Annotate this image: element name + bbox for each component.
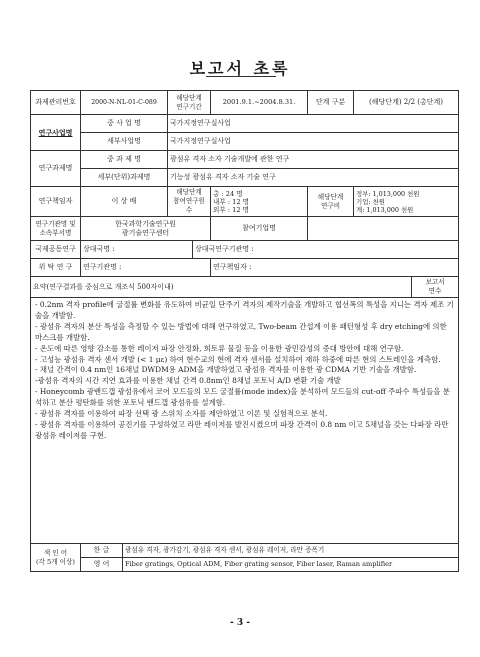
keywords-en: Fiber gratings, Optical ADM, Fiber grating sensor, Fiber laser, Raman amplifier — [123, 558, 459, 572]
intl-inst: 상대국연구기관명 : — [193, 241, 459, 259]
mgmt-number-label: 과제관리번호 — [31, 91, 81, 115]
task-sub-label: 세부(단위)과제명 — [81, 169, 168, 187]
consign-lead: 연구책임자 : — [211, 259, 459, 277]
row-keywords-ko — [31, 544, 459, 558]
row-keywords-en — [31, 558, 459, 572]
page-number: - 3 - — [230, 618, 250, 628]
summary-item: - 온도에 따른 영향 감소를 통한 레이저 파장 안정화, 희토류 물질 등을 이용한 광민감성의 증대 방안에 대해 연구함. — [35, 343, 404, 353]
project-sub-value: 국가지정연구실사업 — [168, 133, 459, 151]
keywords-label: 색 인 어 (각 5개 이상) — [31, 544, 81, 572]
stage-label: 단계 구분 — [308, 91, 354, 115]
consign-label: 위 탁 연 구 — [31, 259, 81, 277]
inst-name: 한국과학기술연구원 광기술연구센터 — [81, 217, 211, 241]
period-label: 해당단계 연구기간 — [168, 91, 211, 115]
task-mid-value: 광섬유 격자 소자 기술개발에 관한 연구 — [168, 151, 459, 169]
row-task-mid — [31, 151, 459, 169]
summary-item: - Honeycomb 광밴드갭 광섬유에서 코어 모드들의 모드 굴절률(mode index)을 분석하여 모드들의 cut-off 주파수 특성들을 분석하고 분산 평탄화를 위한 포토닉 밴드갭 광섬유를 설계함. — [35, 387, 450, 408]
cost-value: 정부: 1,013,000 천원 기업: 천원 계: 1,013,000 천원 — [354, 187, 459, 217]
row-consign — [31, 259, 459, 277]
summary-item: - 광섬유 격자의 분산 특성을 측정할 수 있는 방법에 대해 연구하였고, Two-beam 간섭계 이용 패턴형성 후 dry etching에 의한 마스크를 개발함. — [35, 321, 447, 342]
cost-label: 해당단계 연구비 — [308, 187, 354, 217]
title-underline — [206, 76, 276, 77]
project-label: 연구사업명 — [31, 115, 81, 151]
period-value: 2001.9.1.~2004.8.31. — [211, 91, 308, 115]
row-project-sub — [31, 133, 459, 151]
row-summary-header — [31, 277, 459, 298]
summary-item: - 채널 간격이 0.4 nm인 16채널 DWDM용 ADM을 개발하였고 광섬유 격자를 이용한 광 CDMA 기반 기술을 개발함. — [35, 365, 417, 375]
staff-value: 총 : 24 명 내부 : 12 명 외부 : 12 명 — [211, 187, 308, 217]
task-mid-label: 중 과 제 명 — [81, 151, 168, 169]
task-sub-value: 기능성 광섬유 격자 소자 기술 연구 — [168, 169, 459, 187]
row-project-mid — [31, 115, 459, 133]
task-label: 연구과제명 — [31, 151, 81, 187]
mgmt-number-value: 2000-N-NL-01-C-089 — [81, 91, 168, 115]
project-mid-label: 중 사 업 명 — [81, 115, 168, 133]
consign-inst: 연구기관명 : — [81, 259, 211, 277]
summary-body — [31, 298, 459, 544]
partner-label: 참여기업명 — [211, 217, 308, 241]
summary-item: - 고성능 광섬유 격자 센서 개발 (< 1 με) 하여 현수교의 현에 격자 센서를 설치하여 재하 하중에 따른 현의 스트레인을 계측함. — [35, 354, 441, 364]
row-international — [31, 241, 459, 259]
row-lead — [31, 187, 459, 217]
stage-value: (해당단계) 2/2 (총단계) — [354, 91, 459, 115]
intl-label: 국제공동연구 — [31, 241, 81, 259]
lead-name: 이 상 배 — [81, 187, 168, 217]
project-mid-value: 국가지정연구실사업 — [168, 115, 459, 133]
abstract-table — [30, 90, 459, 572]
row-management — [31, 91, 459, 115]
row-institution — [31, 217, 459, 241]
row-task-sub — [31, 169, 459, 187]
lead-label: 연구책임자 — [31, 187, 81, 217]
keywords-ko: 광섬유 격자, 광가감기, 광섬유 격자 센서, 광섬유 레이저, 라만 증폭기 — [123, 544, 459, 558]
intl-country: 상대국명 : — [81, 241, 193, 259]
summary-item: - 광섬유 격자를 이용하여 공진기를 구성하였고 라만 레이저를 발진시켰으며 파장 간격이 0.8 nm 이고 5채널을 갖는 다파장 라만 광섬유 레이저를 구현. — [35, 419, 449, 440]
summary-item: -광섬유 격자의 시간 지연 효과를 이용한 채널 간격 0.8nm인 8채널 포토닉 A/D 변환 기술 개발 — [35, 376, 341, 386]
inst-label: 연구기관명 및 소속부서명 — [31, 217, 81, 241]
summary-item: - 0.2nm 격자 profile에 굴절률 변화를 유도하여 비균일 단주기 격자의 제작기술을 개발하고 협선폭의 특성을 지니는 격자 제조 기술을 개발함. — [35, 300, 454, 320]
pages-label: 보고서 면수 — [412, 277, 459, 298]
keywords-ko-label: 한 글 — [81, 544, 123, 558]
summary-label: 요약(연구결과를 중심으로 개조식 500자이내) — [31, 277, 412, 298]
keywords-en-label: 영 어 — [81, 558, 123, 572]
row-summary — [31, 298, 459, 544]
project-sub-label: 세부사업명 — [81, 133, 168, 151]
partner-value — [308, 217, 459, 241]
summary-item: - 광섬유 격자를 이용하여 파장 선택 광 스위치 소자를 제안하였고 이론 및 실험적으로 분석. — [35, 409, 328, 419]
staff-label: 해당단계 참여연구원수 — [168, 187, 211, 217]
report-title: 보고서 초록 — [189, 59, 291, 78]
